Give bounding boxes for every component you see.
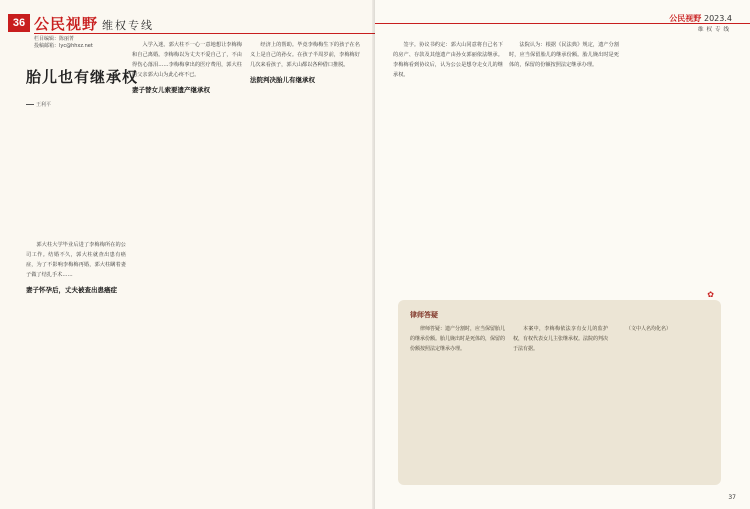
- subheading-1: 妻子怀孕后，丈夫被查出患癌症: [26, 286, 117, 295]
- paragraph: 入学入迷。郭大柱不一心一意地想让李梅梅和自己离婚。李梅梅以为丈夫不爱自己了，不由得伤心落泪……李梅梅拿出的医疗费用，郭大柱的父亲郭大山为此心疼不已。: [132, 42, 242, 79]
- qa-box-title: 律师答疑: [410, 311, 438, 319]
- email-line: 投稿邮箱：lyc@hhxz.net: [34, 43, 93, 49]
- editor-info: [34, 36, 93, 50]
- paragraph: 签字。协议书约定：郭大山同意将自己名下的房产、存款及其他遗产由孙女郭丽依法继承。李梅梅看到协议后，认为公公是想夺走女儿的继承权。: [393, 42, 503, 79]
- paragraph: 本案中，李梅梅依法享有女儿的监护权，有权代表女儿主张继承权。法院的判决于法有据。: [513, 326, 608, 352]
- box-col-1: [410, 324, 505, 474]
- author-byline: [26, 101, 51, 108]
- dash-decoration: [26, 104, 34, 105]
- column-name: 公民视野: [34, 15, 99, 33]
- page-number-right: 37: [728, 494, 736, 501]
- header-rule-right: [375, 23, 750, 24]
- editor-line: 栏目编辑：陈丽菁: [34, 36, 75, 42]
- text-column-5: [509, 40, 619, 290]
- subheading-2: 妻子替女儿索要遗产继承权: [132, 86, 210, 95]
- column-subtitle: 维权专线: [102, 19, 154, 32]
- text-column-4: [393, 40, 503, 290]
- issue-number: 2023.4: [704, 14, 732, 23]
- text-column-3: [250, 40, 360, 490]
- paragraph: 法院认为：根据《民法典》规定，遗产分割时，应当保留胎儿的继承份额。胎儿娩出时是死体的，保留的份额按照法定继承办理。: [509, 42, 619, 69]
- text-column-1: [26, 240, 126, 490]
- box-col-2: [513, 324, 608, 474]
- brand-name: 公民视野: [669, 14, 702, 23]
- article-title: 胎儿也有继承权: [26, 68, 139, 86]
- paragraph: 经济上的帮助。毕竟李梅梅生下的孩子在名义上是自己的孙女。在孩子半周岁前，李梅梅好几次来看孩子，郭大山都以各种借口推脱。: [250, 42, 360, 69]
- box-col-3: [616, 324, 711, 474]
- right-page: [375, 0, 750, 509]
- paragraph: 律师答疑：遗产分割时，应当保留胎儿的继承份额。胎儿娩出时是死体的，保留的份额按照法定继承办理。: [410, 326, 505, 352]
- text-column-2: [132, 40, 242, 490]
- paragraph: 郭大柱大学毕业后进了李梅梅所在的公司工作。结婚不久，郭大柱就查出患有癌症，为了不影响李梅梅再婚，郭大柱瞒着妻子做了结扎手术……: [26, 242, 126, 279]
- qa-box: [398, 300, 721, 485]
- author-name: 王利平: [36, 102, 52, 108]
- page-number-left: 36: [8, 14, 30, 32]
- header-rule: [34, 33, 375, 34]
- paragraph: （文中人名均化名）: [626, 326, 672, 332]
- end-ornament-icon: ✿: [707, 290, 714, 299]
- right-subtitle: 维权专线: [697, 27, 732, 33]
- subheading-3: 法院判决胎儿有继承权: [250, 76, 315, 85]
